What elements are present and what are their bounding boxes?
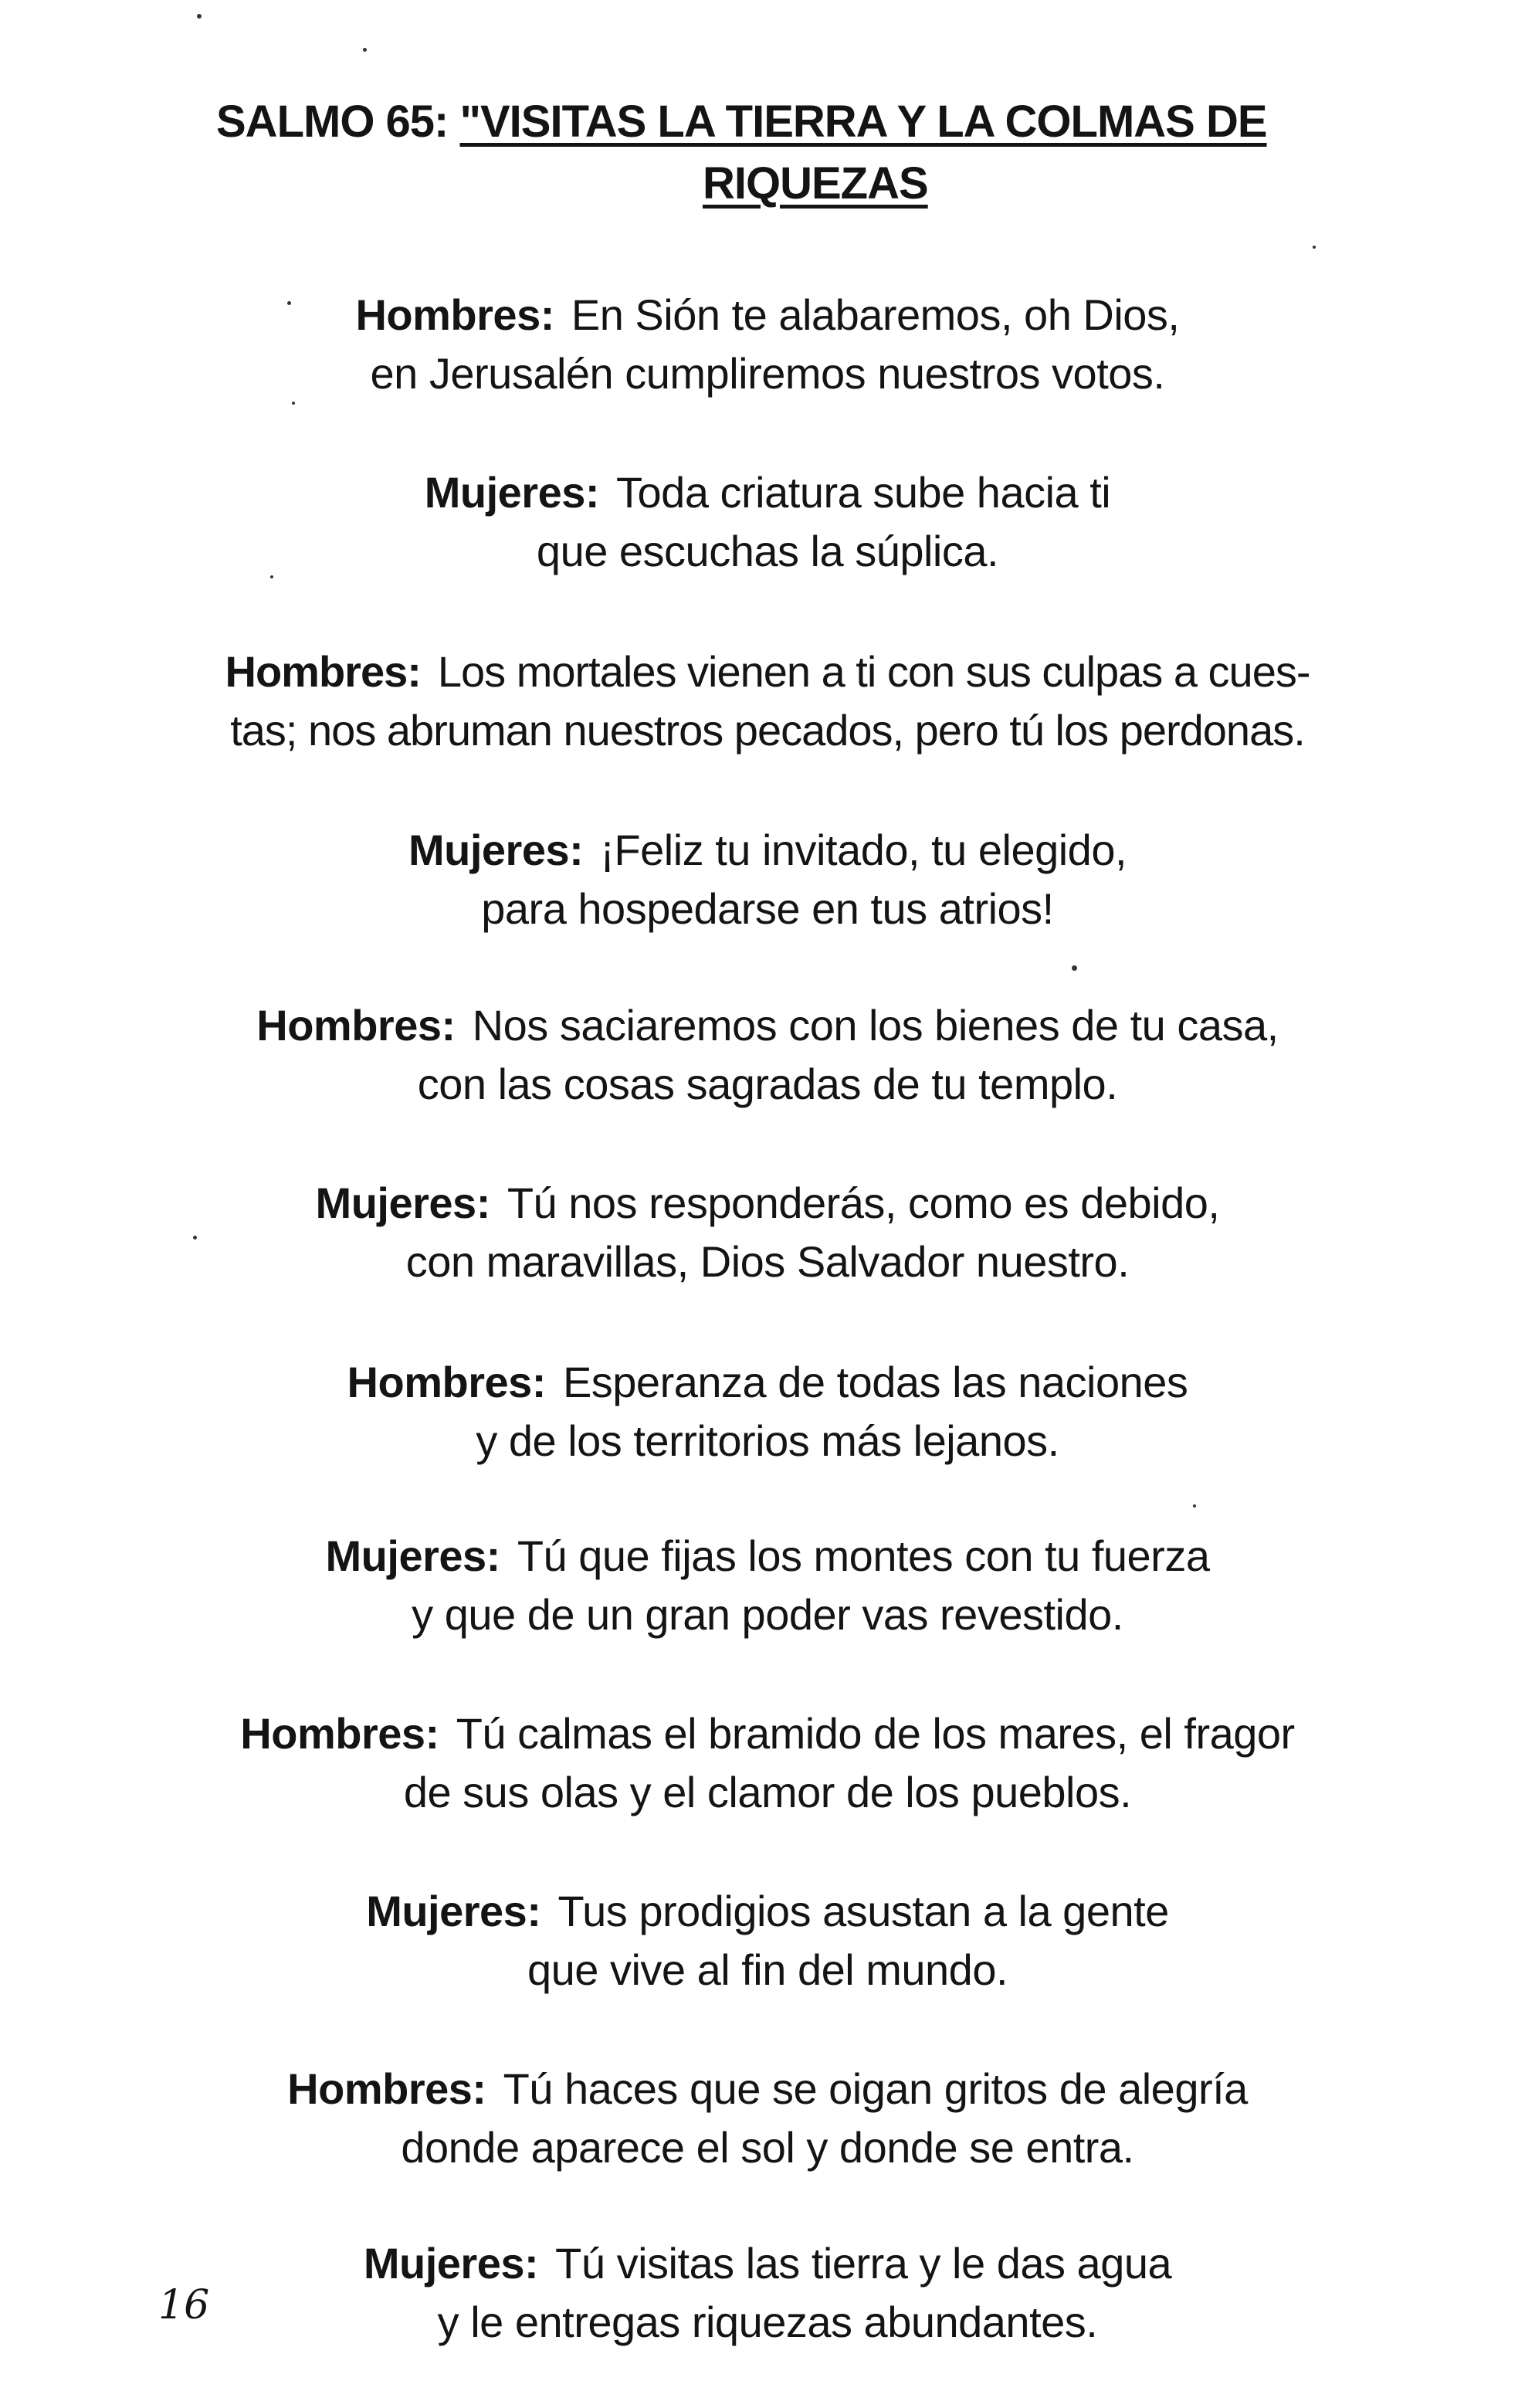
speaker-label: Hombres: [355, 290, 554, 339]
stanza-line-1 [0, 286, 1535, 344]
scan-speck [292, 402, 295, 405]
verse-text: Nos saciaremos con los bienes de tu casa, [472, 1001, 1279, 1050]
verse-text: En Sión te alabaremos, oh Dios, [571, 290, 1180, 339]
stanza-line-2: y le entregas riquezas abundantes. [437, 2298, 1098, 2346]
verse-text: ¡Feliz tu invitado, tu elegido, [600, 826, 1127, 874]
stanza-5 [0, 996, 1535, 1114]
verse-text: Los mortales vienen a ti con sus culpas a cues- [437, 647, 1310, 696]
speaker-label: Mujeres: [366, 1887, 541, 1935]
stanza-line-2: que escuchas la súplica. [536, 527, 999, 575]
verse-text: Tú que fijas los montes con tu fuerza [517, 1531, 1210, 1580]
stanza-line-1 [0, 1174, 1535, 1233]
speaker-label: Hombres: [240, 1709, 439, 1758]
speaker-label: Mujeres: [408, 826, 584, 874]
stanza-line-1 [0, 2234, 1535, 2293]
stanza-line-2: y de los territorios más lejanos. [476, 1416, 1059, 1465]
scan-speck [1313, 246, 1316, 249]
speaker-label: Mujeres: [424, 468, 600, 517]
scan-speck [363, 48, 367, 52]
verse-text: Tú visitas las tierra y le das agua [555, 2239, 1172, 2288]
verse-text: Tus prodigios asustan a la gente [557, 1887, 1169, 1935]
stanza-line-1 [0, 1704, 1535, 1763]
scan-speck [270, 575, 273, 578]
scan-speck [287, 301, 291, 305]
stanza-line-1 [0, 821, 1535, 880]
scan-speck [1193, 1504, 1196, 1508]
stanza-11 [0, 2060, 1535, 2177]
stanza-line-1 [0, 463, 1535, 522]
stanza-line-2: tas; nos abruman nuestros pecados, pero tú los perdonas. [230, 706, 1305, 755]
stanza-line-1 [0, 1353, 1535, 1412]
verse-text: Tú haces que se oigan gritos de alegría [503, 2064, 1248, 2113]
stanza-line-2: y que de un gran poder vas revestido. [412, 1590, 1123, 1639]
speaker-label: Mujeres: [363, 2239, 539, 2288]
verse-text: Esperanza de todas las naciones [562, 1358, 1188, 1406]
stanza-8 [0, 1527, 1535, 1644]
stanza-4 [0, 821, 1535, 938]
page-number: 16 [158, 2282, 210, 2328]
stanza-line-2: de sus olas y el clamor de los pueblos. [403, 1768, 1132, 1816]
stanza-line-2: con las cosas sagradas de tu templo. [417, 1060, 1118, 1108]
stanza-line-2: en Jerusalén cumpliremos nuestros votos. [370, 349, 1165, 398]
stanza-9 [0, 1704, 1535, 1822]
speaker-label: Hombres: [287, 2064, 486, 2113]
speaker-label: Hombres: [347, 1358, 546, 1406]
verse-text: Tú calmas el bramido de los mares, el fragor [456, 1709, 1295, 1758]
title-line-2: RIQUEZAS [703, 158, 928, 209]
stanza-line-1 [0, 1527, 1535, 1586]
scan-speck [197, 14, 202, 19]
speaker-label: Mujeres: [325, 1531, 500, 1580]
stanza-line-2: donde aparece el sol y donde se entra. [401, 2123, 1134, 2172]
verse-text: Toda criatura sube hacia ti [616, 468, 1111, 517]
speaker-label: Hombres: [225, 647, 421, 696]
title-line-1 [216, 91, 1467, 153]
stanza-line-2: con maravillas, Dios Salvador nuestro. [405, 1237, 1130, 1286]
psalm-title [216, 91, 1467, 215]
speaker-label: Hombres: [256, 1001, 456, 1050]
stanza-3 [0, 643, 1535, 760]
stanza-line-2: que vive al fin del mundo. [527, 1945, 1008, 1994]
stanza-7 [0, 1353, 1535, 1470]
scan-speck [193, 1236, 197, 1240]
scan-speck [1072, 965, 1077, 971]
stanza-line-1 [0, 643, 1535, 701]
title-prefix: SALMO 65: [216, 97, 449, 147]
stanza-line-1 [0, 2060, 1535, 2118]
title-underlined: "VISITAS LA TIERRA Y LA COLMAS DE [459, 97, 1267, 147]
stanza-line-1 [0, 996, 1535, 1055]
stanza-2 [0, 463, 1535, 581]
verse-text: Tú nos responderás, como es debido, [507, 1179, 1220, 1227]
stanza-6 [0, 1174, 1535, 1291]
stanza-1 [0, 286, 1535, 403]
stanza-line-2: para hospedarse en tus atrios! [481, 884, 1054, 933]
stanza-line-1 [0, 1882, 1535, 1941]
speaker-label: Mujeres: [315, 1179, 490, 1227]
stanza-10 [0, 1882, 1535, 1999]
stanza-12 [0, 2234, 1535, 2352]
